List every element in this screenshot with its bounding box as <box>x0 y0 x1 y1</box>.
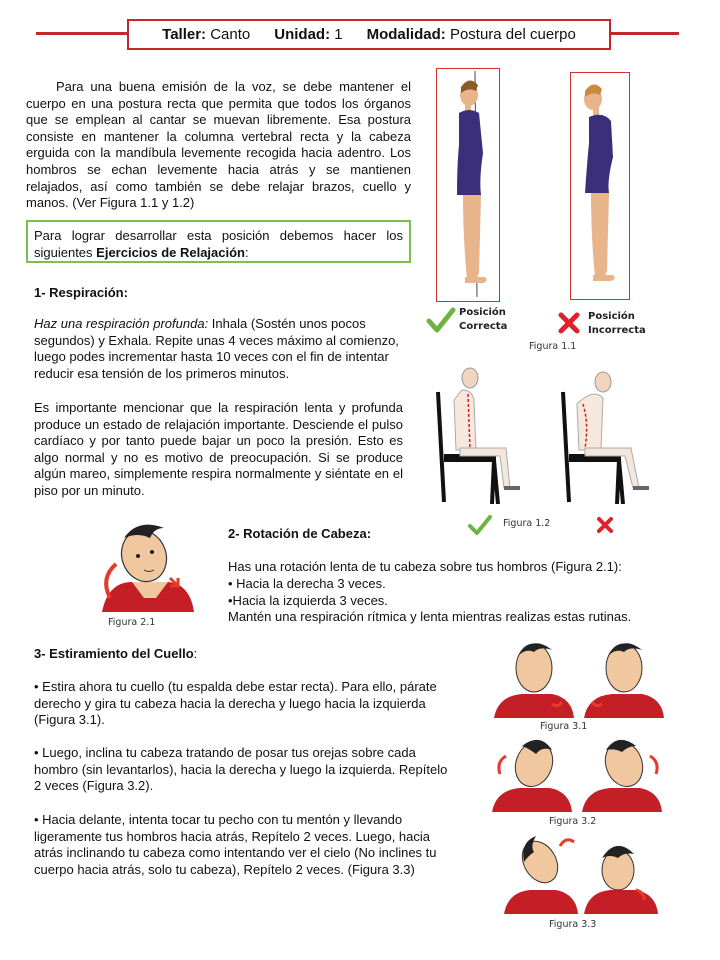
caption-figura-1-1: Figura 1.1 <box>529 341 577 352</box>
section-cuello-title <box>34 646 197 663</box>
figure-incorrect-posture <box>571 73 627 297</box>
respiracion-text2: Es importante mencionar que la respiración lenta y profunda produce un estado de relajación importante. Desciende el pulso cardíaco y por tanto puede bajar un poco la presión. Esto es algo normal y no es motivo de preocupación. Si se produce algún mareo, simplemente respira normalmente y siéntate en el piso por un minuto. <box>34 400 403 498</box>
figure-sitting-correct <box>430 364 530 504</box>
check-icon-2 <box>467 514 493 536</box>
figure-neck-turn <box>490 636 668 718</box>
caption-figura-2-1: Figura 2.1 <box>108 617 156 628</box>
relaxation-intro-box <box>26 220 411 263</box>
respiracion-italic: Haz una respiración profunda: <box>34 316 209 331</box>
rotacion-line1: Has una rotación lenta de tu cabeza sobre tus hombros (Figura 2.1): <box>228 559 622 574</box>
cuello-paragraph-3: • Hacia delante, intenta tocar tu pecho con tu mentón y llevando ligeramente tus hombros hacia atrás, Repítelo 2 veces. Luego, hacia atrás inclinando tu cabeza como intentando ver el cielo (No inclines tu cuerpo hacia atrás, solo tu cabeza), Repítelo 2 veces. (Figura 3.3) <box>34 812 437 877</box>
figure-sitting-incorrect <box>555 364 655 504</box>
rotacion-line4: Mantén una respiración rítmica y lenta mientras realizas estas rutinas. <box>228 609 632 624</box>
cross-icon-2 <box>596 516 614 534</box>
page-header <box>127 19 611 50</box>
figure-correct-posture <box>437 69 497 299</box>
label-posicion-incorrecta: Posición Incorrecta <box>588 311 646 336</box>
box-text: Para lograr desarrollar esta posición debemos hacer los siguientes <box>34 228 403 260</box>
cross-icon <box>558 312 580 334</box>
caption-figura-1-2: Figura 1.2 <box>503 518 551 529</box>
caption-figura-3-3: Figura 3.3 <box>549 919 597 930</box>
figure-head-rotation <box>92 520 200 612</box>
intro-text: Para una buena emisión de la voz, se debe mantener el cuerpo en una postura recta que permita que todos los órganos que se emplean al cantar se muevan libremente. Esa postura consiste en mantener la columna vertebral recta y la cabeza erguida con la mandíbula levemente recogida hacia adentro. Los hombros se echan levemente hacia atrás y se mantienen relajados, así como también se debe relajar brazos, cuello y manos. (Ver Figura 1.1 y 1.2) <box>26 79 411 211</box>
respiracion-text1: Inhala (Sostén unos pocos segundos) y Exhala. Repite unas 4 veces máximo al comienzo, luego podes incrementar hasta 10 veces con el fin de intentar reducir esa tensión de los primeros minutos. <box>34 316 399 381</box>
caption-figura-3-1: Figura 3.1 <box>540 721 588 732</box>
unidad-label: Unidad: <box>274 26 331 43</box>
header-rule-left <box>36 32 128 35</box>
header-rule-right <box>609 32 679 35</box>
section-rotacion-title: 2- Rotación de Cabeza: <box>228 526 372 541</box>
figure-neck-tilt <box>488 734 668 812</box>
caption-figura-3-2: Figura 3.2 <box>549 816 597 827</box>
rotacion-line3: •Hacia la izquierda 3 veces. <box>228 593 388 608</box>
intro-paragraph <box>26 79 411 212</box>
section-respiracion-body <box>34 316 403 382</box>
cuello-title-end: : <box>193 646 198 661</box>
cuello-paragraph-2: • Luego, inclina tu cabeza tratando de posar tus orejas sobre cada hombro (sin levantarlos), hacia la derecha y luego la izquierda. Repítelo 2 veces (Figura 3.2). <box>34 745 448 794</box>
modalidad-value: Postura del cuerpo <box>449 26 576 43</box>
unidad-value: 1 <box>334 26 343 43</box>
box-end: : <box>245 244 249 260</box>
box-bold: Ejercicios de Relajación <box>96 244 246 260</box>
section-respiracion-title: 1- Respiración: <box>34 285 128 300</box>
section-respiracion-body2 <box>34 400 403 500</box>
check-icon <box>426 306 456 334</box>
taller-value: Canto <box>210 26 251 43</box>
taller-label: Taller: <box>162 26 207 43</box>
cuello-paragraph-1: • Estira ahora tu cuello (tu espalda debe estar recta). Para ello, párate derecho y gira tu cabeza hacia la derecha y luego hacia la izquierda (Figura 3.1). <box>34 679 437 728</box>
cuello-title-bold: 3- Estiramiento del Cuello <box>34 646 194 661</box>
label-posicion-correcta: Posición Correcta <box>459 307 508 332</box>
figure-neck-forward-back <box>500 832 660 914</box>
modalidad-label: Modalidad: <box>366 26 446 43</box>
rotacion-line2: • Hacia la derecha 3 veces. <box>228 576 386 591</box>
